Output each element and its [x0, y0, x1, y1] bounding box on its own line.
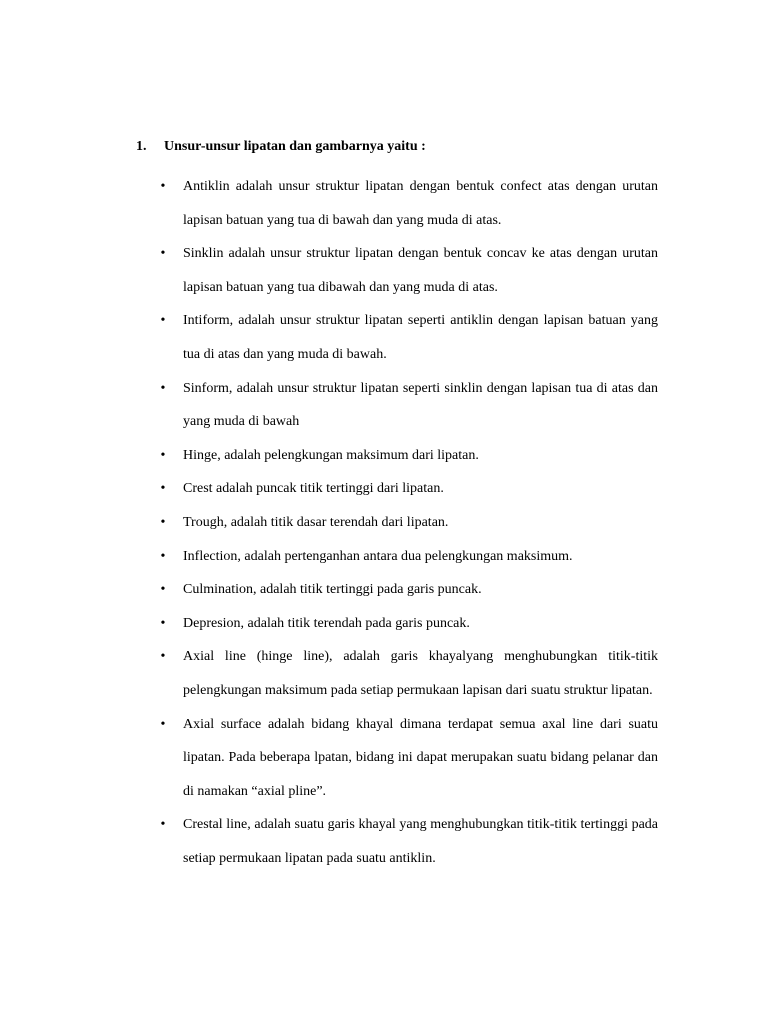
- bullet-icon: •: [160, 817, 166, 833]
- bullet-icon: •: [160, 649, 166, 665]
- section-title: Unsur-unsur lipatan dan gambarnya yaitu :: [164, 139, 426, 154]
- list-item: [136, 708, 658, 809]
- list-item: [136, 573, 658, 607]
- list-item-text: Axial line (hinge line), adalah garis khayalyang menghubungkan titik-titik pelengkungan maksimum pada setiap permukaan lapisan dari suatu struktur lipatan.: [183, 649, 658, 698]
- list-item: [136, 372, 658, 439]
- list-item-text: Depresion, adalah titik terendah pada garis puncak.: [183, 615, 470, 631]
- list-item: [136, 237, 658, 304]
- section-number: 1.: [136, 139, 147, 154]
- list-item-text: Inflection, adalah pertenganhan antara dua pelengkungan maksimum.: [183, 548, 573, 564]
- section-unsur-lipatan: [136, 137, 658, 875]
- bullet-icon: •: [160, 380, 166, 396]
- bullet-icon: •: [160, 582, 166, 598]
- list-item-text: Axial surface adalah bidang khayal dimana terdapat semua axal line dari suatu lipatan. Pada beberapa lpatan, bidang ini dapat merupakan suatu bidang pelanar dan di namakan “axial pline”.: [183, 716, 658, 799]
- bullet-icon: •: [160, 548, 166, 564]
- list-item-text: Hinge, adalah pelengkungan maksimum dari lipatan.: [183, 447, 479, 463]
- list-item-text: Sinform, adalah unsur struktur lipatan seperti sinklin dengan lapisan tua di atas dan yang muda di bawah: [183, 380, 658, 430]
- list-item: [136, 472, 658, 506]
- list-item: [136, 540, 658, 574]
- list-item: [136, 506, 658, 540]
- list-item: [136, 170, 658, 237]
- bullet-icon: •: [160, 246, 166, 262]
- list-item-text: Culmination, adalah titik tertinggi pada garis puncak.: [183, 582, 482, 598]
- list-item: [136, 640, 658, 707]
- bullet-icon: •: [160, 447, 166, 463]
- bullet-icon: •: [160, 481, 166, 497]
- list-item-text: Crestal line, adalah suatu garis khayal yang menghubungkan titik-titik tertinggi pada setiap permukaan lipatan pada suatu antiklin.: [183, 817, 658, 866]
- list-item: [136, 808, 658, 875]
- section-heading: [136, 137, 658, 157]
- list-item: [136, 607, 658, 641]
- list-item-text: Antiklin adalah unsur struktur lipatan dengan bentuk confect atas dengan urutan lapisan batuan yang tua di bawah dan yang muda di atas.: [183, 179, 658, 228]
- list-item-text: Sinklin adalah unsur struktur lipatan dengan bentuk concav ke atas dengan urutan lapisan batuan yang tua dibawah dan yang muda di atas.: [183, 246, 658, 295]
- list-item: [136, 304, 658, 371]
- list-item-text: Intiform, adalah unsur struktur lipatan seperti antiklin dengan lapisan batuan yang tua di atas dan yang muda di bawah.: [183, 313, 658, 362]
- bullet-icon: •: [160, 615, 166, 631]
- list-item-text: Crest adalah puncak titik tertinggi dari lipatan.: [183, 481, 444, 497]
- definition-list: [136, 170, 658, 875]
- bullet-icon: •: [160, 514, 166, 530]
- bullet-icon: •: [160, 179, 166, 194]
- bullet-icon: •: [160, 716, 166, 732]
- bullet-icon: •: [160, 313, 166, 329]
- list-item-text: Trough, adalah titik dasar terendah dari lipatan.: [183, 514, 449, 530]
- list-item: [136, 439, 658, 473]
